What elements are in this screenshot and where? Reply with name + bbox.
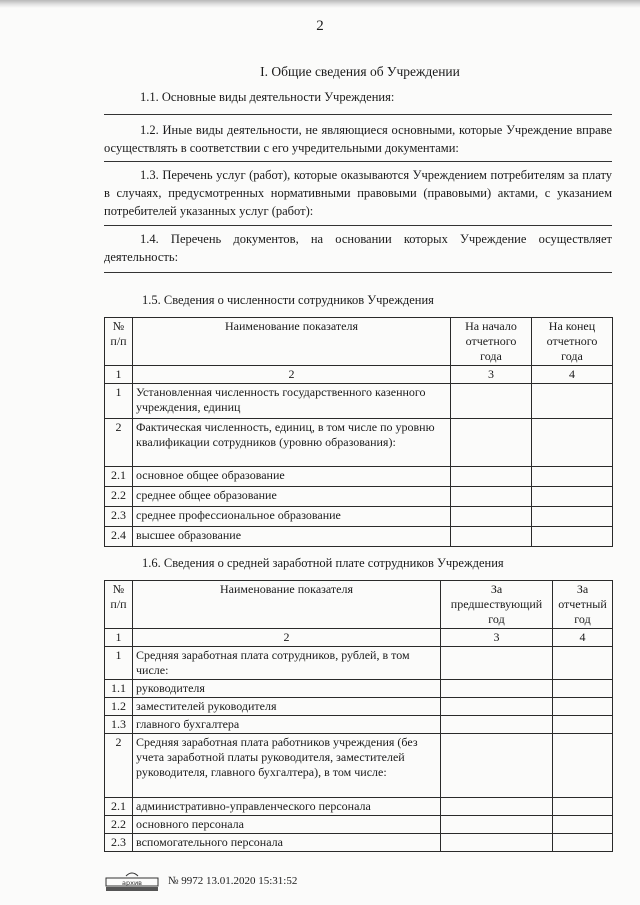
- table-row: [105, 816, 613, 834]
- row-number: 1: [105, 384, 133, 419]
- value-cell: [532, 507, 613, 527]
- table-row: [105, 834, 613, 852]
- paragraph-1-1: [104, 88, 612, 106]
- value-cell: [441, 698, 553, 716]
- value-cell: [451, 467, 532, 487]
- section-title: I. Общие сведения об Учреждении: [260, 64, 460, 79]
- footer: [104, 870, 297, 892]
- row-label: основного персонала: [133, 816, 441, 834]
- value-cell: [441, 680, 553, 698]
- value-cell: [532, 384, 613, 419]
- table-row: [105, 487, 613, 507]
- value-cell: [441, 716, 553, 734]
- paragraph-1-4-text: 1.4. Перечень документов, на основании которых Учреждение осуществляет деятельность:: [104, 232, 612, 264]
- value-cell: [532, 419, 613, 467]
- value-cell: [451, 487, 532, 507]
- column-number: 3: [441, 629, 553, 647]
- value-cell: [553, 716, 613, 734]
- salary-table: [104, 580, 613, 852]
- table1-title: 1.5. Сведения о численности сотрудников Учреждения: [142, 293, 434, 307]
- row-number: 2.3: [105, 507, 133, 527]
- value-cell: [553, 816, 613, 834]
- value-cell: [441, 798, 553, 816]
- column-number: 2: [133, 629, 441, 647]
- table-row: [105, 698, 613, 716]
- column-number: 2: [133, 366, 451, 384]
- value-cell: [441, 734, 553, 798]
- table-row: [105, 716, 613, 734]
- row-label: высшее образование: [133, 527, 451, 547]
- scan-edge: [0, 0, 640, 8]
- paragraph-1-3: [104, 166, 612, 220]
- row-label: Средняя заработная плата работников учреждения (без учета заработной платы руководителя, заместителей руководителя, главного бухгалтера), в том числе:: [133, 734, 441, 798]
- table2-title: 1.6. Сведения о средней заработной плате сотрудников Учреждения: [142, 556, 504, 570]
- row-number: 1.3: [105, 716, 133, 734]
- value-cell: [532, 467, 613, 487]
- header-cell: № п/п: [105, 581, 133, 629]
- row-label: руководителя: [133, 680, 441, 698]
- row-number: 1.1: [105, 680, 133, 698]
- table-row: [105, 734, 613, 798]
- row-number: 2.2: [105, 816, 133, 834]
- row-number: 1.2: [105, 698, 133, 716]
- table-row: [105, 680, 613, 698]
- value-cell: [441, 647, 553, 680]
- row-label: среднее общее образование: [133, 487, 451, 507]
- row-label: Средняя заработная плата сотрудников, рублей, в том числе:: [133, 647, 441, 680]
- paragraph-1-4: [104, 230, 612, 266]
- column-number: 3: [451, 366, 532, 384]
- column-number: 1: [105, 366, 133, 384]
- row-number: 2.3: [105, 834, 133, 852]
- header-cell: На начало отчетного года: [451, 318, 532, 366]
- value-cell: [553, 798, 613, 816]
- archive-stamp-icon: [104, 870, 160, 892]
- row-number: 2.4: [105, 527, 133, 547]
- fill-line: [104, 225, 612, 226]
- table-row: [105, 507, 613, 527]
- column-number: 1: [105, 629, 133, 647]
- row-number: 1: [105, 647, 133, 680]
- row-label: Фактическая численность, единиц, в том числе по уровню квалификации сотрудников (уровню образования):: [133, 419, 451, 467]
- table-row: [105, 798, 613, 816]
- value-cell: [451, 507, 532, 527]
- staff-count-table: [104, 317, 613, 547]
- value-cell: [553, 647, 613, 680]
- row-label: вспомогательного персонала: [133, 834, 441, 852]
- document-registration: № 9972 13.01.2020 15:31:52: [168, 875, 298, 887]
- paragraph-1-2: [104, 121, 612, 157]
- value-cell: [441, 834, 553, 852]
- table-row: [105, 527, 613, 547]
- value-cell: [532, 527, 613, 547]
- header-cell: На конец отчетного года: [532, 318, 613, 366]
- fill-line: [104, 272, 612, 273]
- value-cell: [553, 734, 613, 798]
- row-label: основное общее образование: [133, 467, 451, 487]
- row-number: 2.1: [105, 467, 133, 487]
- value-cell: [553, 680, 613, 698]
- table-row: [105, 647, 613, 680]
- value-cell: [532, 487, 613, 507]
- row-label: заместителей руководителя: [133, 698, 441, 716]
- row-number: 2: [105, 419, 133, 467]
- row-label: главного бухгалтера: [133, 716, 441, 734]
- value-cell: [553, 834, 613, 852]
- page-number: 2: [316, 18, 324, 34]
- row-label: среднее профессиональное образование: [133, 507, 451, 527]
- header-cell: Наименование показателя: [133, 318, 451, 366]
- paragraph-1-1-text: 1.1. Основные виды деятельности Учреждения:: [140, 90, 395, 104]
- row-label: Установленная численность государственного казенного учреждения, единиц: [133, 384, 451, 419]
- table-header-row: [105, 581, 613, 629]
- header-cell: № п/п: [105, 318, 133, 366]
- table-row: [105, 467, 613, 487]
- column-number-row: [105, 366, 613, 384]
- value-cell: [451, 419, 532, 467]
- value-cell: [451, 527, 532, 547]
- header-cell: За отчетный год: [553, 581, 613, 629]
- value-cell: [441, 816, 553, 834]
- fill-line: [104, 114, 612, 115]
- svg-text:архив: архив: [121, 879, 143, 887]
- header-cell: За предшествующий год: [441, 581, 553, 629]
- row-number: 2: [105, 734, 133, 798]
- table-row: [105, 419, 613, 467]
- paragraph-1-2-text: 1.2. Иные виды деятельности, не являющиеся основными, которые Учреждение вправе осуществлять в соответствии с его учредительными документами:: [104, 123, 612, 155]
- row-number: 2.2: [105, 487, 133, 507]
- column-number: 4: [532, 366, 613, 384]
- paragraph-1-3-text: 1.3. Перечень услуг (работ), которые оказываются Учреждением потребителям за плату в случаях, предусмотренных нормативными правовыми (правовыми) актами, с указанием потребителей указанных услуг (работ):: [104, 168, 612, 218]
- value-cell: [451, 384, 532, 419]
- fill-line: [104, 161, 612, 162]
- table-row: [105, 384, 613, 419]
- column-number: 4: [553, 629, 613, 647]
- column-number-row: [105, 629, 613, 647]
- table-header-row: [105, 318, 613, 366]
- row-label: административно-управленческого персонала: [133, 798, 441, 816]
- value-cell: [553, 698, 613, 716]
- header-cell: Наименование показателя: [133, 581, 441, 629]
- row-number: 2.1: [105, 798, 133, 816]
